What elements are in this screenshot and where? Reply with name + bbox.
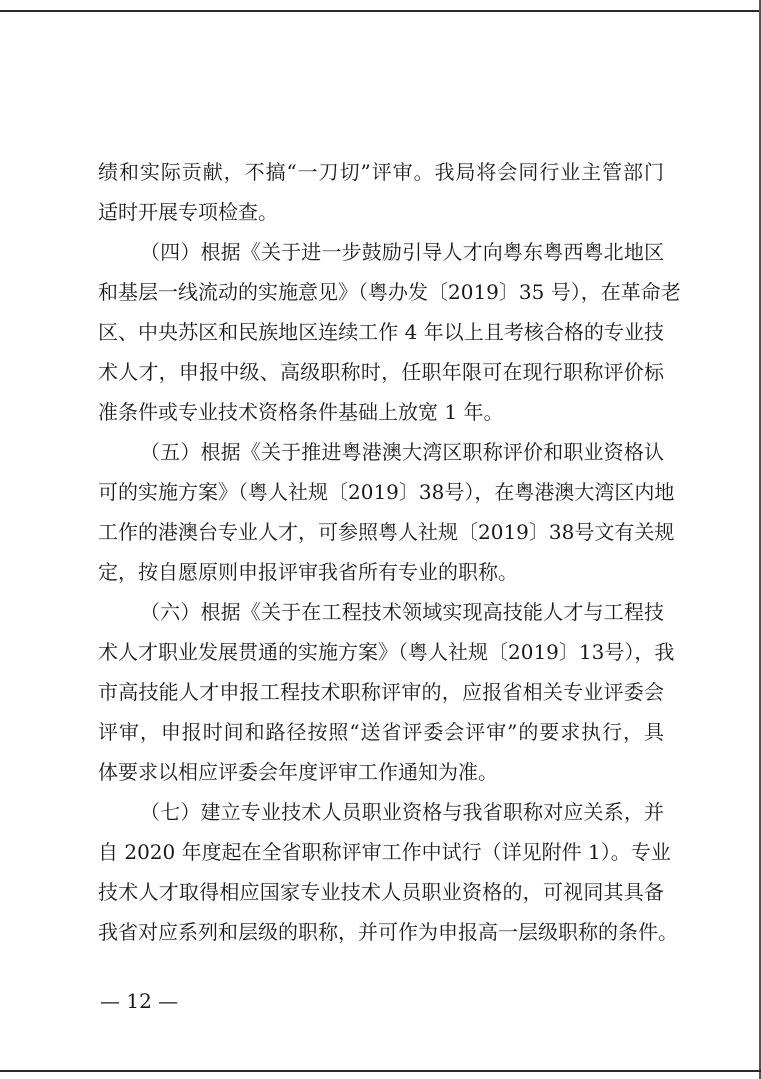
text-line: 市高技能人才申报工程技术职称评审的，应报省相关专业评委会 xyxy=(98,680,664,704)
text-line: 体要求以相应评委会年度评审工作通知为准。 xyxy=(98,760,498,784)
text-line: 定，按自愿原则申报评审我省所有专业的职称。 xyxy=(98,560,518,584)
text-line: 绩和实际贡献，不搞“一刀切”评审。我局将会同行业主管部门 xyxy=(98,160,664,184)
text-line: 自 2020 年度起在全省职称评审工作中试行（详见附件 1）。专业 xyxy=(98,840,671,864)
text-line: （四）根据《关于进一步鼓励引导人才向粤东粤西粤北地区 xyxy=(140,240,664,264)
text-line: 准条件或专业技术资格条件基础上放宽 1 年。 xyxy=(98,400,504,424)
text-line: （五）根据《关于推进粤港澳大湾区职称评价和职业资格认 xyxy=(140,440,664,464)
page-number: — 12 — xyxy=(100,989,179,1013)
scan-border-bottom xyxy=(0,1070,761,1072)
text-line: 技术人才取得相应国家专业技术人员职业资格的，可视同其具备 xyxy=(98,880,664,904)
text-line: 适时开展专项检查。 xyxy=(98,200,278,224)
document-body xyxy=(98,152,681,952)
text-line: 和基层一线流动的实施意见》（粤办发〔2019〕35 号），在革命老 xyxy=(98,280,681,304)
scan-border-top xyxy=(0,10,761,12)
text-line: 可的实施方案》（粤人社规〔2019〕38号），在粤港澳大湾区内地 xyxy=(98,480,675,504)
text-line: 术人才职业发展贯通的实施方案》（粤人社规〔2019〕13号），我 xyxy=(98,640,675,664)
text-line: 我省对应系列和层级的职称，并可作为申报高一层级职称的条件。 xyxy=(98,920,678,944)
text-line: 区、中央苏区和民族地区连续工作 4 年以上且考核合格的专业技 xyxy=(98,320,664,344)
text-line: 工作的港澳台专业人才，可参照粤人社规〔2019〕38号文有关规 xyxy=(98,520,675,544)
text-line: 评审，申报时间和路径按照“送省评委会评审”的要求执行，具 xyxy=(98,720,664,744)
text-line: （七）建立专业技术人员职业资格与我省职称对应关系，并 xyxy=(140,800,664,824)
text-line: 术人才，申报中级、高级职称时，任职年限可在现行职称评价标 xyxy=(98,360,664,384)
text-line: （六）根据《关于在工程技术领域实现高技能人才与工程技 xyxy=(140,600,664,624)
